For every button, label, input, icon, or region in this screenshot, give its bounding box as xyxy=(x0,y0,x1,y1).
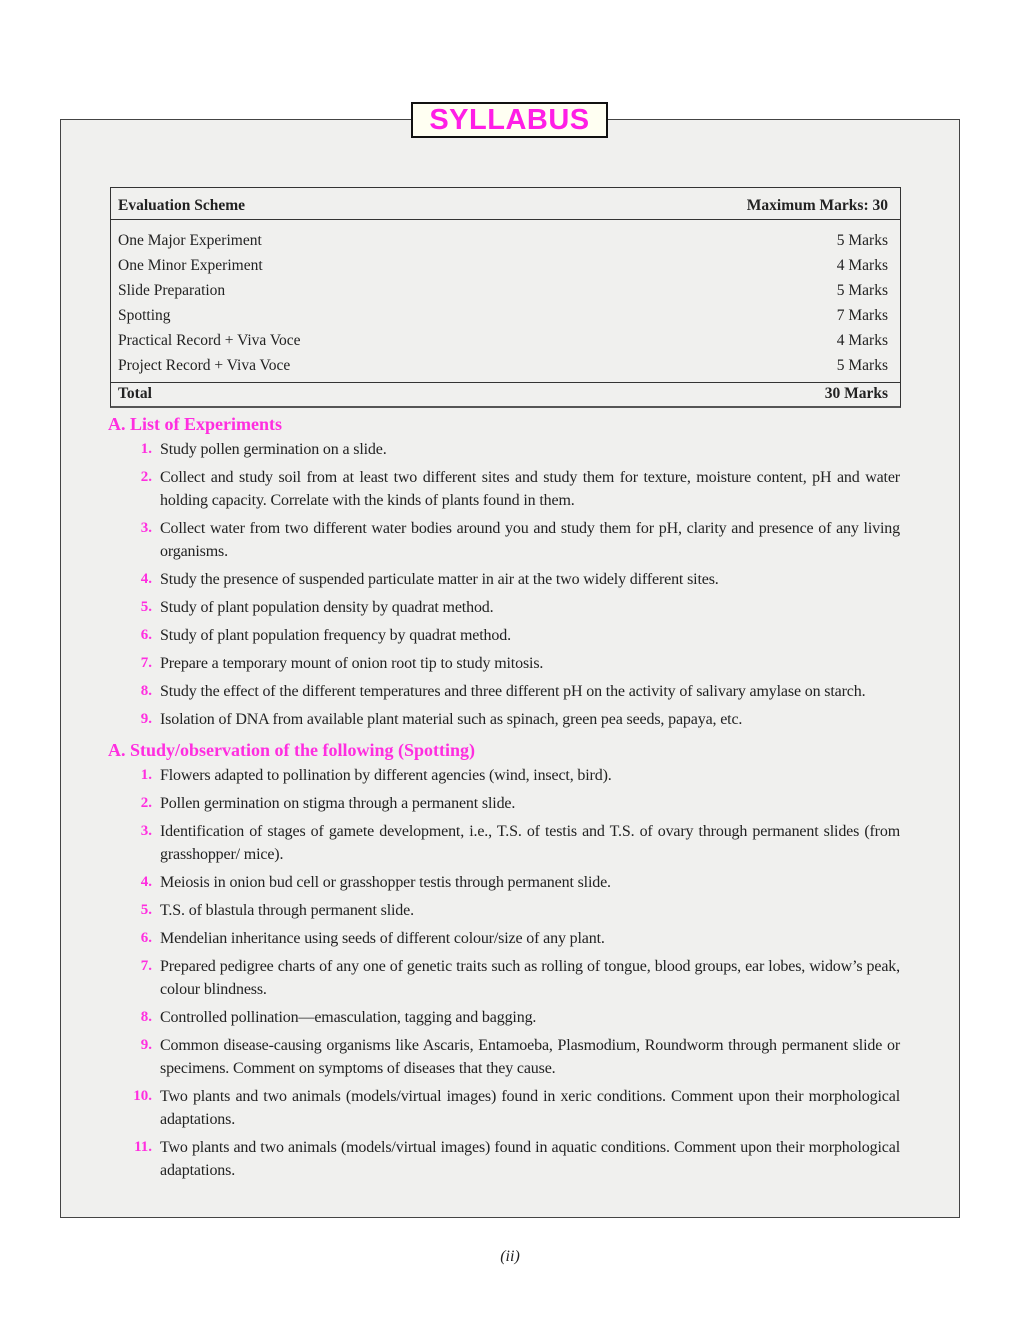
item-text: Controlled pollination—emasculation, tagging and bagging. xyxy=(160,1009,537,1026)
header-max-marks: Maximum Marks: 30 xyxy=(746,197,888,214)
list-item xyxy=(108,764,900,787)
item-text: Identification of stages of gamete development, i.e., T.S. of testis and T.S. of ovary through permanent slides (from grasshopper/ mice). xyxy=(160,823,900,863)
table-row xyxy=(111,278,900,303)
item-text: Pollen germination on stigma through a permanent slide. xyxy=(160,795,516,812)
list-item xyxy=(108,820,900,866)
row-marks: 4 Marks xyxy=(836,332,888,349)
item-text: Study of plant population density by quadrat method. xyxy=(160,599,494,616)
list-item xyxy=(108,1136,900,1182)
item-text: Collect and study soil from at least two different sites and study them for texture, moisture content, pH and water holding capacity. Correlate with the kinds of plants found in them. xyxy=(160,469,900,509)
list-item xyxy=(108,624,900,647)
item-number: 1. xyxy=(140,441,152,457)
row-marks: 5 Marks xyxy=(836,357,888,374)
row-marks: 7 Marks xyxy=(836,307,888,324)
list-item xyxy=(108,1006,900,1029)
syllabus-content xyxy=(108,410,900,1187)
item-number: 5. xyxy=(140,599,152,615)
item-text: Isolation of DNA from available plant material such as spinach, green pea seeds, papaya, etc. xyxy=(160,711,743,728)
item-number: 8. xyxy=(140,683,152,699)
item-number: 4. xyxy=(140,571,152,587)
list-item xyxy=(108,792,900,815)
item-number: 8. xyxy=(140,1009,152,1025)
list-item xyxy=(108,899,900,922)
item-text: Mendelian inheritance using seeds of different colour/size of any plant. xyxy=(160,930,605,947)
item-number: 6. xyxy=(140,930,152,946)
list-item xyxy=(108,596,900,619)
list-item xyxy=(108,568,900,591)
list-item xyxy=(108,517,900,563)
item-text: Prepared pedigree charts of any one of genetic traits such as rolling of tongue, blood groups, ear lobes, widow’s peak, colour blindness. xyxy=(160,958,900,998)
item-number: 3. xyxy=(140,823,152,839)
item-number: 2. xyxy=(140,469,152,485)
list-item xyxy=(108,871,900,894)
list-item xyxy=(108,1085,900,1131)
list-item xyxy=(108,438,900,461)
item-text: Prepare a temporary mount of onion root tip to study mitosis. xyxy=(160,655,544,672)
row-item: One Minor Experiment xyxy=(118,257,263,274)
section-heading: A. Study/observation of the following (Spotting) xyxy=(108,740,476,760)
item-text: Meiosis in onion bud cell or grasshopper testis through permanent slide. xyxy=(160,874,611,891)
list-item xyxy=(108,708,900,731)
item-text: Common disease-causing organisms like Ascaris, Entamoeba, Plasmodium, Roundworm through permanent slide or specimens. Comment on symptoms of diseases that they cause. xyxy=(160,1037,900,1077)
item-text: Two plants and two animals (models/virtual images) found in xeric conditions. Comment upon their morphological adaptations. xyxy=(160,1088,900,1128)
table-row xyxy=(111,303,900,328)
row-marks: 4 Marks xyxy=(836,257,888,274)
table-body xyxy=(111,220,900,382)
item-number: 2. xyxy=(140,795,152,811)
item-number: 7. xyxy=(140,655,152,671)
item-number: 9. xyxy=(140,711,152,727)
table-row xyxy=(111,228,900,253)
row-item: Spotting xyxy=(118,307,171,324)
section-list xyxy=(108,764,900,1182)
item-text: Flowers adapted to pollination by different agencies (wind, insect, bird). xyxy=(160,767,612,784)
item-text: Study pollen germination on a slide. xyxy=(160,441,387,458)
table-row xyxy=(111,328,900,353)
row-item: One Major Experiment xyxy=(118,232,262,249)
item-number: 3. xyxy=(140,520,152,536)
row-item: Slide Preparation xyxy=(118,282,226,299)
section-list xyxy=(108,438,900,731)
list-item xyxy=(108,466,900,512)
list-item xyxy=(108,927,900,950)
item-text: Study of plant population frequency by quadrat method. xyxy=(160,627,511,644)
list-item xyxy=(108,652,900,675)
page-title: SYLLABUS xyxy=(411,102,608,138)
item-text: Collect water from two different water bodies around you and study them for pH, clarity and presence of any living organisms. xyxy=(160,520,900,560)
item-number: 5. xyxy=(140,902,152,918)
item-text: T.S. of blastula through permanent slide. xyxy=(160,902,414,919)
list-item xyxy=(108,955,900,1001)
item-number: 4. xyxy=(140,874,152,890)
row-marks: 5 Marks xyxy=(836,282,888,299)
section-heading: A. List of Experiments xyxy=(108,414,282,434)
row-marks: 5 Marks xyxy=(836,232,888,249)
total-marks: 30 Marks xyxy=(824,385,888,402)
item-number: 10. xyxy=(133,1088,152,1104)
item-text: Study the presence of suspended particulate matter in air at the two widely different sites. xyxy=(160,571,719,588)
item-number: 9. xyxy=(140,1037,152,1053)
list-item xyxy=(108,680,900,703)
table-row xyxy=(111,353,900,378)
row-item: Project Record + Viva Voce xyxy=(118,357,291,374)
item-number: 7. xyxy=(140,958,152,974)
table-row xyxy=(111,253,900,278)
row-item: Practical Record + Viva Voce xyxy=(118,332,301,349)
item-text: Study the effect of the different temperatures and three different pH on the activity of salivary amylase on starch. xyxy=(160,683,866,700)
page-number: (ii) xyxy=(500,1248,520,1265)
evaluation-table xyxy=(110,187,901,408)
list-item xyxy=(108,1034,900,1080)
table-total-row xyxy=(111,382,900,406)
table-header xyxy=(111,188,900,220)
header-label: Evaluation Scheme xyxy=(118,197,246,214)
item-text: Two plants and two animals (models/virtual images) found in aquatic conditions. Comment upon their morphological adaptations. xyxy=(160,1139,900,1179)
item-number: 1. xyxy=(140,767,152,783)
item-number: 11. xyxy=(134,1139,152,1155)
total-label: Total xyxy=(118,385,152,402)
item-number: 6. xyxy=(140,627,152,643)
